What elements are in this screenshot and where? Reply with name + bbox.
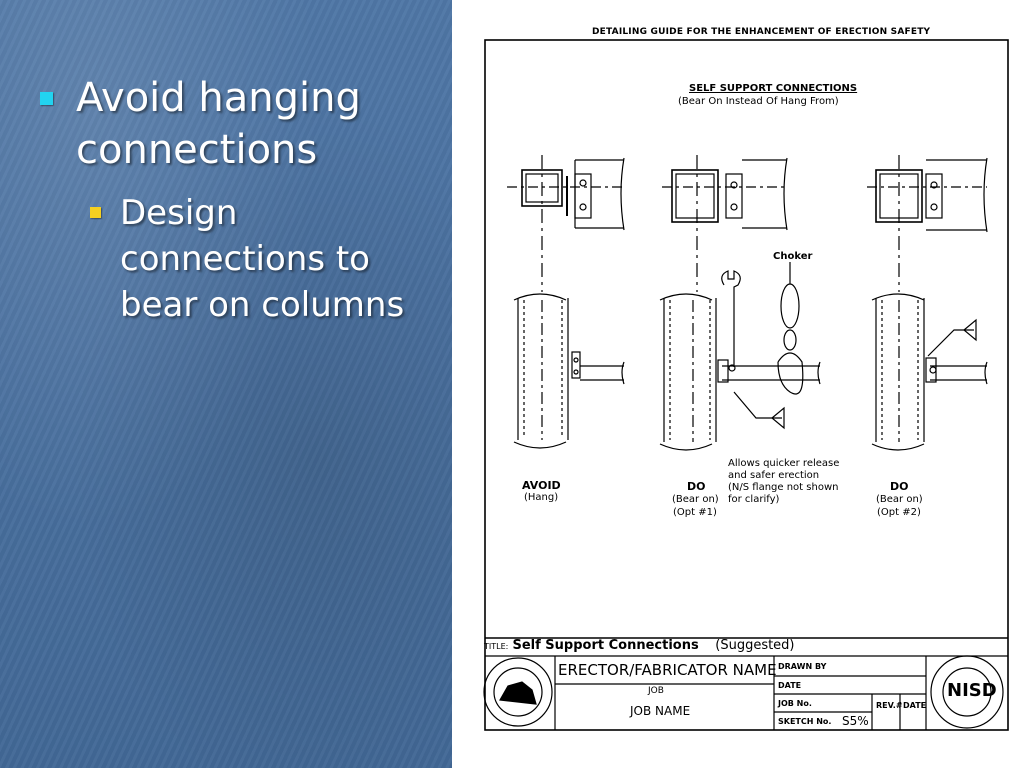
bullet-square-icon	[90, 207, 101, 218]
plan-view-avoid	[507, 155, 624, 292]
title-key: TITLE:	[484, 642, 509, 651]
detail-sub-do-2: (Bear on)	[876, 494, 923, 505]
elevation-do-2	[872, 294, 987, 450]
plan-view-do-1	[662, 155, 787, 292]
rev-label: REV.#	[876, 701, 903, 710]
date-label: DATE	[778, 681, 802, 690]
detail-label-avoid: AVOID	[522, 479, 561, 492]
nisd-mark: NISD	[947, 680, 997, 701]
seal-erectors-icon	[484, 658, 552, 726]
date2-label: DATE	[903, 701, 927, 710]
erection-note	[728, 458, 858, 506]
choker-label: Choker	[773, 251, 813, 262]
note-line: and safer erection	[728, 470, 820, 481]
detail-sub-do-1: (Bear on)	[672, 494, 719, 505]
drawn-by-label: DRAWN BY	[778, 662, 827, 671]
sketch-no-value: S5%	[842, 714, 869, 728]
detail-label-do-2: DO	[890, 480, 909, 493]
company-name: ERECTOR/FABRICATOR NAME	[558, 661, 777, 679]
bullet-square-icon	[40, 92, 53, 105]
drawing-header: DETAILING GUIDE FOR THE ENHANCEMENT OF ERECTION SAFETY	[592, 27, 931, 37]
detail-opt-do-2: (Opt #2)	[877, 507, 921, 518]
elevation-avoid	[514, 294, 624, 448]
plan-view-do-2	[867, 155, 987, 292]
detail-sub-avoid: (Hang)	[524, 492, 559, 503]
note-line: (N/S flange not shown	[728, 482, 839, 493]
job-no-label: JOB No.	[778, 699, 812, 708]
title-suffix: (Suggested)	[715, 638, 795, 653]
detail-drawing	[452, 0, 1024, 768]
slide-text-panel	[0, 0, 452, 768]
bullet-sub	[90, 190, 440, 328]
detail-label-do-1: DO	[687, 480, 706, 493]
bullet-main-text: Avoid hanging connections	[76, 75, 361, 173]
section-note: (Bear On Instead Of Hang From)	[678, 96, 839, 107]
note-line: Allows quicker release	[728, 458, 840, 469]
detail-opt-do-1: (Opt #1)	[673, 507, 717, 518]
title-value: Self Support Connections	[512, 638, 699, 653]
sketch-no-label: SKETCH No.	[778, 717, 832, 726]
title-line	[484, 638, 795, 653]
elevation-do-1	[660, 262, 820, 450]
section-title: SELF SUPPORT CONNECTIONS	[689, 83, 858, 94]
job-value: JOB NAME	[630, 704, 691, 718]
bullet-main	[40, 72, 440, 176]
note-line: for clarify)	[728, 494, 780, 505]
bullet-sub-text: Design connections to bear on columns	[120, 193, 405, 325]
job-key: JOB	[648, 686, 664, 696]
